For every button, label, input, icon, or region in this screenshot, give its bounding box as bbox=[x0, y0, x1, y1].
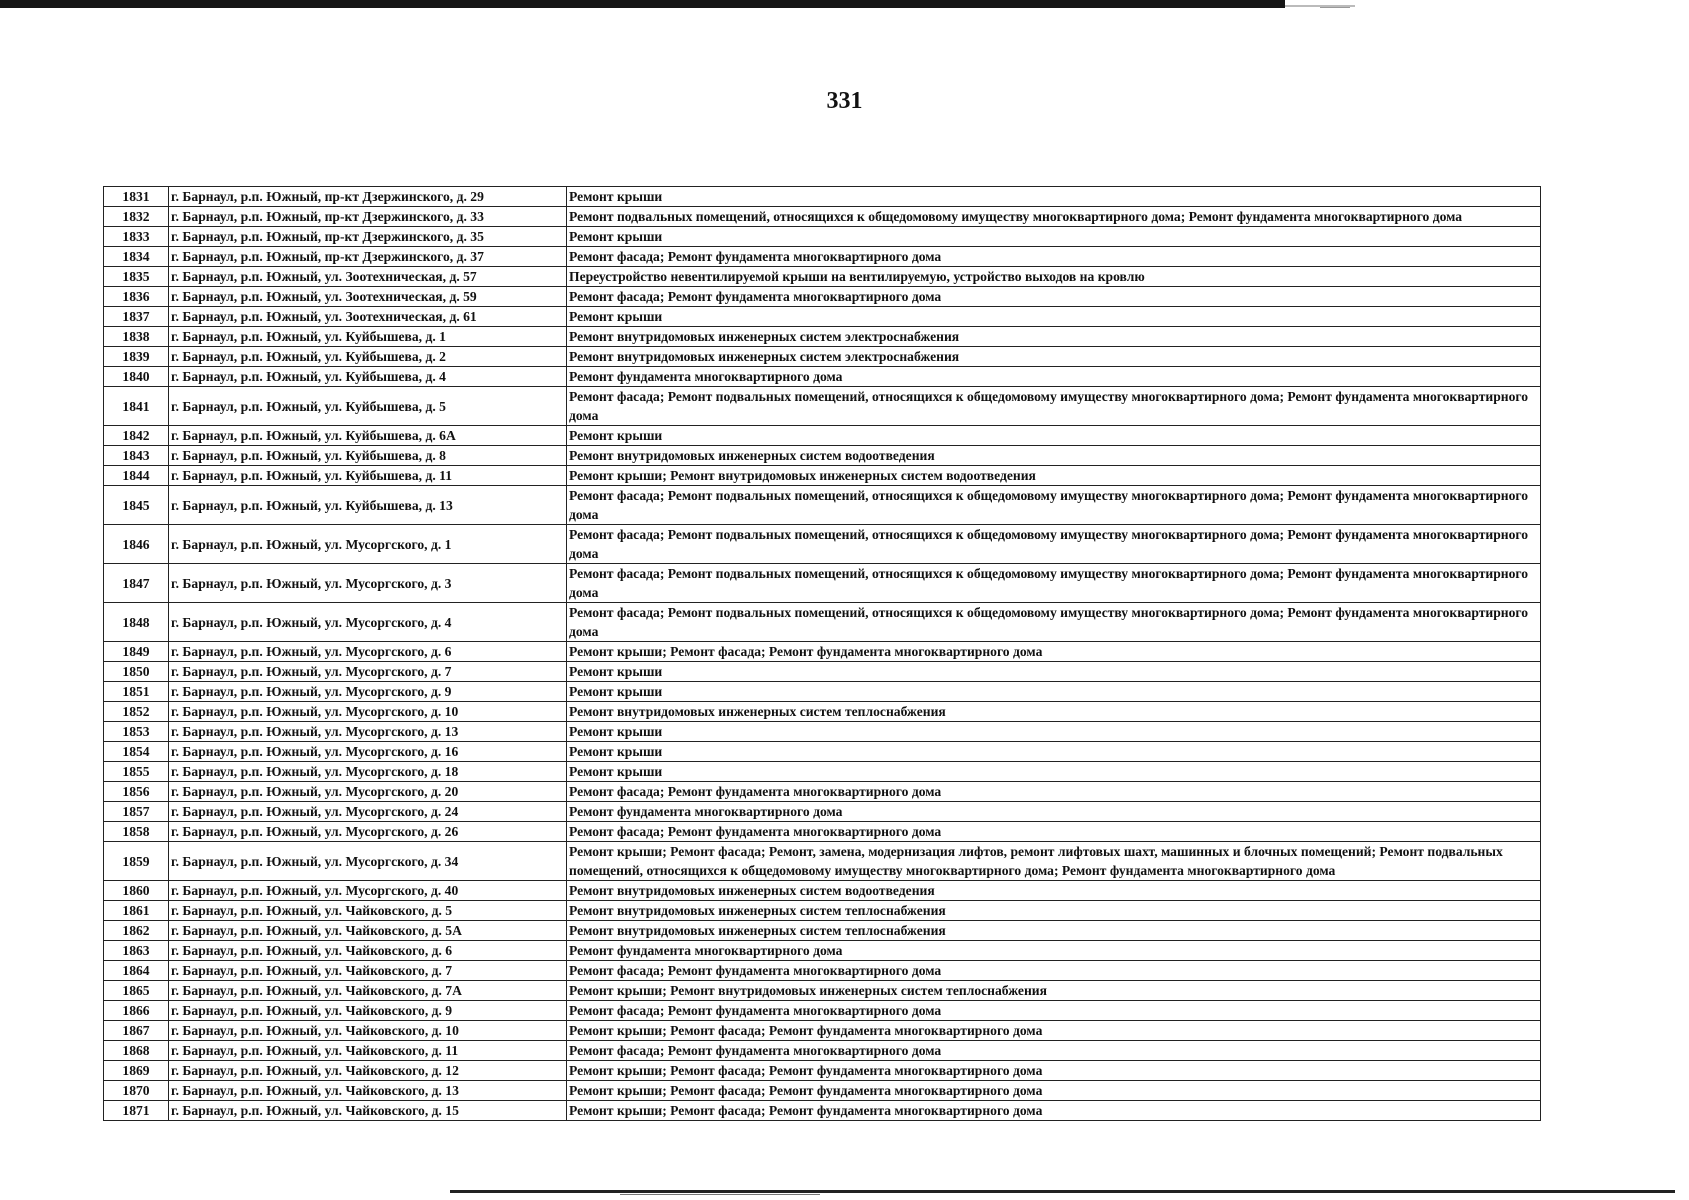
row-address: г. Барнаул, р.п. Южный, ул. Зоотехническая, д. 59 bbox=[169, 287, 567, 307]
row-works: Ремонт крыши bbox=[567, 307, 1541, 327]
row-works: Ремонт крыши; Ремонт фасада; Ремонт, замена, модернизация лифтов, ремонт лифтовых шахт, машинных и блочных помещений; Ремонт подвальных помещений, относящихся к общедомовому имуществу многоквартирного дома; Ремонт фундамента многоквартирного дома bbox=[567, 842, 1541, 881]
row-address: г. Барнаул, р.п. Южный, ул. Мусоргского, д. 9 bbox=[169, 682, 567, 702]
row-works: Ремонт крыши; Ремонт внутридомовых инженерных систем водоотведения bbox=[567, 466, 1541, 486]
row-address: г. Барнаул, р.п. Южный, ул. Чайковского, д. 10 bbox=[169, 1021, 567, 1041]
row-works: Ремонт крыши bbox=[567, 762, 1541, 782]
row-address: г. Барнаул, р.п. Южный, ул. Куйбышева, д. 8 bbox=[169, 446, 567, 466]
row-works: Ремонт фасада; Ремонт фундамента многоквартирного дома bbox=[567, 822, 1541, 842]
table-row bbox=[104, 981, 1541, 1001]
row-number: 1857 bbox=[104, 802, 169, 822]
row-number: 1854 bbox=[104, 742, 169, 762]
table-row bbox=[104, 1081, 1541, 1101]
row-number: 1863 bbox=[104, 941, 169, 961]
row-works: Ремонт фасада; Ремонт фундамента многоквартирного дома bbox=[567, 247, 1541, 267]
row-address: г. Барнаул, р.п. Южный, ул. Куйбышева, д. 5 bbox=[169, 387, 567, 426]
row-works: Ремонт крыши bbox=[567, 742, 1541, 762]
row-works: Ремонт фасада; Ремонт фундамента многоквартирного дома bbox=[567, 961, 1541, 981]
table-row bbox=[104, 426, 1541, 446]
table-row bbox=[104, 347, 1541, 367]
table-row bbox=[104, 207, 1541, 227]
row-address: г. Барнаул, р.п. Южный, ул. Чайковского, д. 12 bbox=[169, 1061, 567, 1081]
table-row bbox=[104, 822, 1541, 842]
row-address: г. Барнаул, р.п. Южный, ул. Чайковского, д. 9 bbox=[169, 1001, 567, 1021]
row-address: г. Барнаул, р.п. Южный, ул. Зоотехническая, д. 57 bbox=[169, 267, 567, 287]
row-works: Ремонт внутридомовых инженерных систем электроснабжения bbox=[567, 347, 1541, 367]
table-row bbox=[104, 961, 1541, 981]
scan-bottom-border-faint bbox=[620, 1194, 820, 1195]
table-row bbox=[104, 642, 1541, 662]
row-number: 1851 bbox=[104, 682, 169, 702]
row-works: Ремонт внутридомовых инженерных систем теплоснабжения bbox=[567, 702, 1541, 722]
row-number: 1855 bbox=[104, 762, 169, 782]
row-works: Ремонт фасада; Ремонт фундамента многоквартирного дома bbox=[567, 782, 1541, 802]
row-number: 1871 bbox=[104, 1101, 169, 1121]
row-works: Ремонт фундамента многоквартирного дома bbox=[567, 802, 1541, 822]
row-address: г. Барнаул, р.п. Южный, ул. Мусоргского, д. 13 bbox=[169, 722, 567, 742]
row-number: 1852 bbox=[104, 702, 169, 722]
row-number: 1835 bbox=[104, 267, 169, 287]
row-address: г. Барнаул, р.п. Южный, пр-кт Дзержинского, д. 35 bbox=[169, 227, 567, 247]
row-address: г. Барнаул, р.п. Южный, ул. Куйбышева, д. 1 bbox=[169, 327, 567, 347]
row-address: г. Барнаул, р.п. Южный, пр-кт Дзержинского, д. 37 bbox=[169, 247, 567, 267]
row-number: 1853 bbox=[104, 722, 169, 742]
row-number: 1833 bbox=[104, 227, 169, 247]
table-row bbox=[104, 901, 1541, 921]
table-row bbox=[104, 842, 1541, 881]
table-row bbox=[104, 387, 1541, 426]
row-works: Ремонт фасада; Ремонт подвальных помещений, относящихся к общедомовому имуществу многоквартирного дома; Ремонт фундамента многоквартирного дома bbox=[567, 486, 1541, 525]
row-address: г. Барнаул, р.п. Южный, ул. Куйбышева, д. 4 bbox=[169, 367, 567, 387]
row-works: Ремонт крыши bbox=[567, 662, 1541, 682]
row-address: г. Барнаул, р.п. Южный, ул. Чайковского, д. 5 bbox=[169, 901, 567, 921]
row-number: 1847 bbox=[104, 564, 169, 603]
row-address: г. Барнаул, р.п. Южный, ул. Мусоргского, д. 7 bbox=[169, 662, 567, 682]
row-number: 1832 bbox=[104, 207, 169, 227]
row-number: 1870 bbox=[104, 1081, 169, 1101]
table-row bbox=[104, 682, 1541, 702]
table-row bbox=[104, 782, 1541, 802]
table-row bbox=[104, 227, 1541, 247]
table-row bbox=[104, 702, 1541, 722]
row-number: 1868 bbox=[104, 1041, 169, 1061]
row-number: 1834 bbox=[104, 247, 169, 267]
row-address: г. Барнаул, р.п. Южный, ул. Куйбышева, д. 11 bbox=[169, 466, 567, 486]
repair-register-table bbox=[103, 186, 1541, 1121]
scan-top-border-fade-tail bbox=[1320, 7, 1350, 8]
table-row bbox=[104, 1041, 1541, 1061]
row-number: 1858 bbox=[104, 822, 169, 842]
row-number: 1862 bbox=[104, 921, 169, 941]
row-address: г. Барнаул, р.п. Южный, ул. Зоотехническая, д. 61 bbox=[169, 307, 567, 327]
row-number: 1860 bbox=[104, 881, 169, 901]
row-address: г. Барнаул, р.п. Южный, пр-кт Дзержинского, д. 33 bbox=[169, 207, 567, 227]
row-works: Ремонт внутридомовых инженерных систем водоотведения bbox=[567, 881, 1541, 901]
row-address: г. Барнаул, р.п. Южный, ул. Мусоргского, д. 18 bbox=[169, 762, 567, 782]
row-works: Ремонт внутридомовых инженерных систем водоотведения bbox=[567, 446, 1541, 466]
table-row bbox=[104, 187, 1541, 207]
row-address: г. Барнаул, р.п. Южный, ул. Мусоргского, д. 20 bbox=[169, 782, 567, 802]
table-row bbox=[104, 1001, 1541, 1021]
row-number: 1841 bbox=[104, 387, 169, 426]
row-address: г. Барнаул, р.п. Южный, ул. Чайковского, д. 15 bbox=[169, 1101, 567, 1121]
row-address: г. Барнаул, р.п. Южный, ул. Чайковского, д. 7А bbox=[169, 981, 567, 1001]
row-address: г. Барнаул, р.п. Южный, ул. Чайковского, д. 6 bbox=[169, 941, 567, 961]
row-address: г. Барнаул, р.п. Южный, ул. Мусоргского, д. 34 bbox=[169, 842, 567, 881]
table-row bbox=[104, 267, 1541, 287]
row-works: Ремонт фундамента многоквартирного дома bbox=[567, 941, 1541, 961]
row-address: г. Барнаул, р.п. Южный, ул. Мусоргского, д. 4 bbox=[169, 603, 567, 642]
table-row bbox=[104, 1101, 1541, 1121]
row-number: 1838 bbox=[104, 327, 169, 347]
table-row bbox=[104, 466, 1541, 486]
row-address: г. Барнаул, р.п. Южный, ул. Мусоргского, д. 24 bbox=[169, 802, 567, 822]
table-row bbox=[104, 287, 1541, 307]
row-works: Ремонт подвальных помещений, относящихся к общедомовому имуществу многоквартирного дома; Ремонт фундамента многоквартирного дома bbox=[567, 207, 1541, 227]
table-row bbox=[104, 307, 1541, 327]
table-row bbox=[104, 564, 1541, 603]
row-number: 1869 bbox=[104, 1061, 169, 1081]
row-works: Ремонт крыши; Ремонт фасада; Ремонт фундамента многоквартирного дома bbox=[567, 1021, 1541, 1041]
table-row bbox=[104, 1061, 1541, 1081]
row-address: г. Барнаул, р.п. Южный, ул. Мусоргского, д. 6 bbox=[169, 642, 567, 662]
table-row bbox=[104, 247, 1541, 267]
row-number: 1856 bbox=[104, 782, 169, 802]
table-body bbox=[104, 187, 1541, 1121]
row-address: г. Барнаул, р.п. Южный, ул. Чайковского, д. 13 bbox=[169, 1081, 567, 1101]
row-works: Ремонт крыши bbox=[567, 187, 1541, 207]
row-address: г. Барнаул, р.п. Южный, ул. Мусоргского, д. 1 bbox=[169, 525, 567, 564]
table-row bbox=[104, 941, 1541, 961]
table-row bbox=[104, 446, 1541, 466]
row-number: 1867 bbox=[104, 1021, 169, 1041]
row-works: Ремонт фасада; Ремонт фундамента многоквартирного дома bbox=[567, 1001, 1541, 1021]
row-address: г. Барнаул, р.п. Южный, ул. Чайковского, д. 5А bbox=[169, 921, 567, 941]
row-number: 1846 bbox=[104, 525, 169, 564]
row-works: Ремонт крыши bbox=[567, 682, 1541, 702]
row-number: 1831 bbox=[104, 187, 169, 207]
row-works: Ремонт фасада; Ремонт подвальных помещений, относящихся к общедомовому имуществу многоквартирного дома; Ремонт фундамента многоквартирного дома bbox=[567, 387, 1541, 426]
row-address: г. Барнаул, р.п. Южный, ул. Куйбышева, д. 2 bbox=[169, 347, 567, 367]
row-address: г. Барнаул, р.п. Южный, ул. Мусоргского, д. 26 bbox=[169, 822, 567, 842]
table-row bbox=[104, 881, 1541, 901]
row-address: г. Барнаул, р.п. Южный, ул. Мусоргского, д. 40 bbox=[169, 881, 567, 901]
row-works: Ремонт крыши; Ремонт фасада; Ремонт фундамента многоквартирного дома bbox=[567, 1061, 1541, 1081]
table-row bbox=[104, 662, 1541, 682]
table-row bbox=[104, 327, 1541, 347]
row-number: 1836 bbox=[104, 287, 169, 307]
row-works: Ремонт крыши; Ремонт фасада; Ремонт фундамента многоквартирного дома bbox=[567, 1101, 1541, 1121]
scan-bottom-border bbox=[450, 1190, 1675, 1193]
row-number: 1843 bbox=[104, 446, 169, 466]
row-number: 1861 bbox=[104, 901, 169, 921]
row-number: 1859 bbox=[104, 842, 169, 881]
row-works: Ремонт крыши bbox=[567, 722, 1541, 742]
row-works: Ремонт внутридомовых инженерных систем теплоснабжения bbox=[567, 921, 1541, 941]
row-number: 1848 bbox=[104, 603, 169, 642]
table-row bbox=[104, 1021, 1541, 1041]
page-number: 331 bbox=[826, 88, 863, 114]
table-row bbox=[104, 742, 1541, 762]
row-number: 1844 bbox=[104, 466, 169, 486]
row-works: Ремонт фасада; Ремонт фундамента многоквартирного дома bbox=[567, 1041, 1541, 1061]
row-address: г. Барнаул, р.п. Южный, ул. Мусоргского, д. 3 bbox=[169, 564, 567, 603]
row-works: Ремонт фасада; Ремонт подвальных помещений, относящихся к общедомовому имуществу многоквартирного дома; Ремонт фундамента многоквартирного дома bbox=[567, 564, 1541, 603]
table-row bbox=[104, 722, 1541, 742]
row-number: 1840 bbox=[104, 367, 169, 387]
row-number: 1865 bbox=[104, 981, 169, 1001]
row-number: 1864 bbox=[104, 961, 169, 981]
row-works: Ремонт фасада; Ремонт подвальных помещений, относящихся к общедомовому имуществу многоквартирного дома; Ремонт фундамента многоквартирного дома bbox=[567, 525, 1541, 564]
row-works: Ремонт фасада; Ремонт подвальных помещений, относящихся к общедомовому имуществу многоквартирного дома; Ремонт фундамента многоквартирного дома bbox=[567, 603, 1541, 642]
row-works: Ремонт фундамента многоквартирного дома bbox=[567, 367, 1541, 387]
row-works: Ремонт крыши; Ремонт фасада; Ремонт фундамента многоквартирного дома bbox=[567, 642, 1541, 662]
row-number: 1845 bbox=[104, 486, 169, 525]
row-address: г. Барнаул, р.п. Южный, пр-кт Дзержинского, д. 29 bbox=[169, 187, 567, 207]
table-row bbox=[104, 367, 1541, 387]
row-number: 1839 bbox=[104, 347, 169, 367]
row-works: Переустройство невентилируемой крыши на вентилируемую, устройство выходов на кровлю bbox=[567, 267, 1541, 287]
row-works: Ремонт крыши; Ремонт внутридомовых инженерных систем теплоснабжения bbox=[567, 981, 1541, 1001]
table-row bbox=[104, 921, 1541, 941]
row-number: 1837 bbox=[104, 307, 169, 327]
row-address: г. Барнаул, р.п. Южный, ул. Куйбышева, д. 13 bbox=[169, 486, 567, 525]
row-works: Ремонт крыши; Ремонт фасада; Ремонт фундамента многоквартирного дома bbox=[567, 1081, 1541, 1101]
row-address: г. Барнаул, р.п. Южный, ул. Чайковского, д. 7 bbox=[169, 961, 567, 981]
table-row bbox=[104, 525, 1541, 564]
row-number: 1842 bbox=[104, 426, 169, 446]
row-works: Ремонт внутридомовых инженерных систем теплоснабжения bbox=[567, 901, 1541, 921]
row-address: г. Барнаул, р.п. Южный, ул. Мусоргского, д. 16 bbox=[169, 742, 567, 762]
row-works: Ремонт внутридомовых инженерных систем электроснабжения bbox=[567, 327, 1541, 347]
row-address: г. Барнаул, р.п. Южный, ул. Куйбышева, д. 6А bbox=[169, 426, 567, 446]
table-row bbox=[104, 486, 1541, 525]
row-number: 1866 bbox=[104, 1001, 169, 1021]
row-works: Ремонт крыши bbox=[567, 227, 1541, 247]
row-address: г. Барнаул, р.п. Южный, ул. Мусоргского, д. 10 bbox=[169, 702, 567, 722]
row-number: 1850 bbox=[104, 662, 169, 682]
row-works: Ремонт крыши bbox=[567, 426, 1541, 446]
row-address: г. Барнаул, р.п. Южный, ул. Чайковского, д. 11 bbox=[169, 1041, 567, 1061]
table-row bbox=[104, 802, 1541, 822]
row-works: Ремонт фасада; Ремонт фундамента многоквартирного дома bbox=[567, 287, 1541, 307]
table-row bbox=[104, 762, 1541, 782]
row-number: 1849 bbox=[104, 642, 169, 662]
table-row bbox=[104, 603, 1541, 642]
scan-top-border bbox=[0, 0, 1285, 8]
